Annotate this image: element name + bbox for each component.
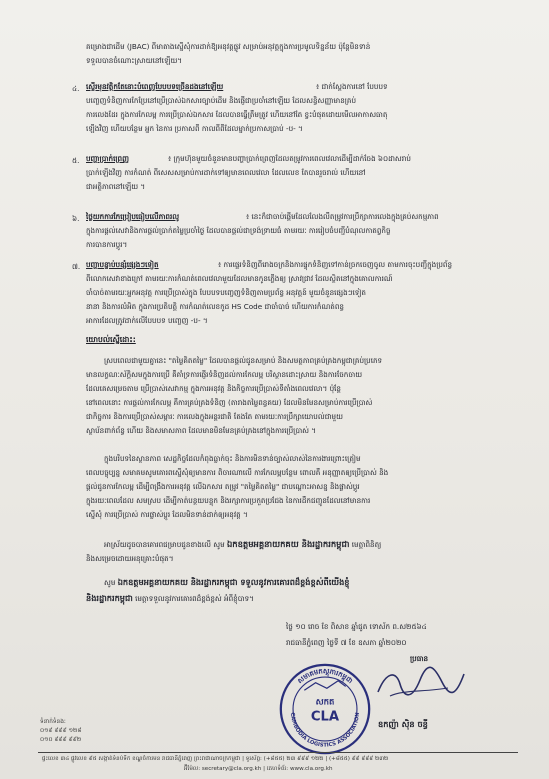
paragraph-line: ផ្តល់ជូនការកែលម្អ ដើម្បីពង្រឹងការអនុវត្ត លើឯកសារ តម្រូវ "តម្លៃគិតតម្លៃ" ជាបណ្ដោះអាសន្ន និងផ្លាស់ប្ដូរ bbox=[86, 482, 360, 491]
item-number: ៦. bbox=[72, 214, 80, 223]
solar-date: រាជធានីភ្នំពេញ ថ្ងៃទី ៧ ខែ ឧសភា ឆ្នាំ២០២០ bbox=[286, 638, 407, 647]
item-line: ៖ ក្រុមហ៊ុនមួយចំនួនមានបញ្ហាប្រាក់ព្រេញដែលតម្រូវការពេលវេលាដើម្បីដាក់ចែង ៦០ដាសរាប់ bbox=[168, 154, 411, 163]
web-link[interactable]: www.cla.org.kh bbox=[289, 766, 333, 772]
contact-phone: ០១៩ ៩៩៩ ១២៨ bbox=[40, 728, 82, 734]
closing-suffix: មេត្តាពិនិត្យ bbox=[351, 540, 382, 549]
item-title: បញ្ហាប្រាក់ព្រេញ bbox=[86, 154, 129, 163]
item-line: បញ្ចេញទំនិញការកែប្រែនៅប្រើប្រាស់ឯកសារច្បាប់ដើម និងផ្ញើជាប្រចាំនៅឡើយ ដែលសន្ធិសញ្ញាមានគ្រប់ bbox=[86, 96, 357, 105]
closing-line bbox=[104, 576, 349, 589]
stamp-bottom-arc: CAMBODIA LOGISTICS ASSOCIATION bbox=[289, 712, 361, 749]
closing-prefix: សូម bbox=[104, 578, 116, 587]
addressee: ឯកឧត្តមអគ្គនាយកគយ និងរដ្ឋាករកម្ពុជា bbox=[226, 539, 350, 549]
web-label: គេហទំព័រ: bbox=[266, 766, 289, 772]
closing-suffix: មេត្តាទទួលនូវការគោរពដ៏ខ្ពង់ខ្ពស់ អំពីខ្ញុំបាទ។ bbox=[135, 594, 254, 603]
contact-phone: ០១០ ៩៩៩ ៩៩២ bbox=[40, 737, 82, 743]
addressee: ឯកឧត្តមអគ្គនាយកគយ និងរដ្ឋាករកម្ពុជា ទទួលនូវការគោរពដ៏ខ្ពង់ខ្ពស់ពីយើងខ្ញុំ bbox=[117, 577, 350, 587]
paragraph-line: ស្របពេលជាមួយគ្នានេះ "តម្លៃគិតតម្លៃ" ដែលបានផ្ដល់ជូនសម្រាប់ និងសមត្ថភាពគ្រប់គ្រងកម្ពុជាគ្រប់ប្រភេទ bbox=[104, 356, 383, 365]
stamp-abbr-khmer: សកត bbox=[315, 696, 335, 707]
paragraph-line: ដែលគេសម្រេចតាម ប្រើប្រាស់សេវាកម្ម ក្នុងការអនុវត្ត និងកិច្ចការប្រើប្រាស់ទីតាំងពេលវេលា។ ប៉ុន្តែ bbox=[86, 384, 341, 393]
lunar-date: ថ្ងៃ ១០ រោច ខែ ពិសាខ ឆ្នាំជូត ទោស័ក ព.ស២៥៦៤ bbox=[286, 622, 427, 631]
item-number: ៧. bbox=[72, 262, 81, 271]
paragraph-line: ស្នើសុំ ការប្រើប្រាស់ ការផ្លាស់ប្ដូរ ដែលមិនទាន់ដាក់ឲ្យអនុវត្ត ។ bbox=[86, 510, 248, 519]
item-line: ៖ ការផ្ទេរទំនិញពីរោងចក្រនិងការផ្ទុកទំនិញទៅកាន់ច្រកចេញចូល តាមការចុះបញ្ជីក្នុងប្រព័ន្ធ bbox=[218, 260, 453, 269]
closing-line bbox=[104, 538, 381, 551]
contact-label: ទំនាក់ទំនង: bbox=[40, 719, 66, 725]
continued-line: ទទួលបានចំណោះស្រាយនៅឡើយ។ bbox=[86, 56, 183, 65]
item-number: ៤. bbox=[72, 84, 80, 93]
paragraph-line: នៅពេលនោះ ការផ្ដល់ការកែលម្អ គឺការគ្រប់គ្រងទំនិញ (តារាងតម្លៃពន្ធគយ) ដែលមិនមែនសម្រាប់ការប្រើប្រាស់ bbox=[86, 398, 373, 407]
stamp-top-arc: សមាគមភស្តុភារកម្ពុជា bbox=[295, 667, 355, 686]
paragraph-line: ពេលបច្ចុប្បន្ន សមាគមសូមគោរពស្នើសុំឲ្យមានការ ពិចារណាលើ ការកែលម្អបន្ថែម ពោលគឺ អនុញ្ញាតឲ្យប្រើប្រាស់ និង bbox=[86, 468, 389, 477]
paragraph-line: ក្នុងបរិបទនៃស្ថានភាព សេដ្ឋកិច្ចដែលកំពុងធ្លាក់ចុះ និងការមិនទាន់ច្បាស់លាស់នៃការងារព្រោះត្រៀម bbox=[104, 454, 361, 463]
item-number: ៥. bbox=[72, 156, 80, 165]
paragraph-line: ក្នុងរយៈពេលដែល សមស្រប ដើម្បីកាត់បន្ថយបន្ទុក និងរក្សាការប្រកួតប្រជែង នៃការដឹកជញ្ជូនដែលនៅមានការ bbox=[86, 496, 371, 505]
signer-role: ប្រធាន bbox=[410, 654, 429, 663]
addressee: និងរដ្ឋាករកម្ពុជា bbox=[86, 593, 133, 603]
email-label: អ៊ីម៉ែល: bbox=[184, 766, 201, 772]
item-line: អាការដែលត្រូវដាក់លើបែបបទ បញ្ចេញ -ប- ។ bbox=[86, 316, 208, 325]
paragraph-line: មានលក្ខណៈស័ក្តិសមក្នុងការប្រើ គឺគាំទ្រការផ្ញើរទំនិញដល់ការកែលម្អ បរិស្ថានដោះស្រាយ និងការចែកចាយ bbox=[86, 370, 363, 379]
item-line: ការលេងដែរ ក្នុងការកែលម្អ ការប្រើប្រាស់ឯកសារ ដែលបានធ្វើត្រឹមត្រូវ ហើយនៅតែ ខ្វះបំផុតដោយមើលអាកាសធាតុ bbox=[86, 110, 388, 119]
item-line: ការបានការប្តូរ។ bbox=[86, 240, 128, 249]
item-line: ឡើងវិញ ហើយបន្ថែម អ្នក នៃការ ប្រកាសពី កាលពីពីដែលម្នាក់ប្រកាសប្រាប់ -ប- ។ bbox=[86, 124, 303, 133]
item-line: ជាអត្ថិភាពនៅឡើយ ។ bbox=[86, 182, 146, 191]
item-line: នានា និងការលំអិត ក្នុងការប្រតិបត្តិ ការកំណត់លេខកូដ HS Code ជាចាំបាច់ ហើយការកំណត់ពន្ធ bbox=[86, 302, 344, 311]
item-line: ប្រាក់ឡើងវិញ ការកំណត់ ពីសេសសម្រាប់ការដាក់ទៅឲ្យមានពេលវេលា ដែលលេខ តែបានរួចរាល់ ហើយនៅ bbox=[86, 168, 366, 177]
item-title: ថ្លៃយកការកែប្រៀបធៀបលើភាពរលូ bbox=[86, 212, 180, 221]
item-title: បញ្ហាបន្ទាប់បន្សំផ្សេងៗទៀត bbox=[86, 260, 159, 269]
footer-address: ផ្ទះលេខ ៣៤ ផ្លូវលេខ ៩៥ សង្កាត់ទំនប់ទឹក ខណ្ឌចំការមន រាជធានីភ្នំពេញ ព្រះរាជាណាចក្រកម្ពុជា | ទូរស័ព្ទ: (+៨៥៥) ២៣ ៩៩៩ ១២២ | (+៨៥៥) ៩៩ ៩៩៩ ២៣២ bbox=[42, 756, 389, 762]
footer-divider bbox=[38, 752, 518, 753]
closing-line: និងសម្រេចដោយអនុគ្រោះបំផុត។ bbox=[86, 554, 174, 563]
item-title: ស្ទើរមុនវត្តិកតែនោះបំពេញបែបបទច្រើនដងនៅឡើយ bbox=[86, 82, 224, 91]
separator: | bbox=[263, 766, 265, 772]
paragraph-line: ស្ថាប័នពាក់ព័ន្ធ ហើយ និងសមាសភាព ដែលមានមិនមែនគ្រប់គ្រងនៅក្នុងការប្រើប្រាស់ ។ bbox=[86, 426, 317, 435]
email-link[interactable]: secretary@cla.org.kh bbox=[201, 766, 262, 772]
item-line: ពីលោកសេវាខាងក្រៅ តាមរយៈការកំណត់ពេលវេលាមួយដែលមានកូនភ្លើងឲ្យ ស្រាវជ្រាវ ដែលស្ថិតនៅក្នុងគោលការណ៍ bbox=[86, 274, 393, 283]
organization-stamp bbox=[278, 662, 372, 756]
closing-prefix: អាស្រ័យដូចបានគោរពជម្រាបជូនខាងលើ សូម bbox=[104, 540, 225, 549]
contact-block bbox=[40, 718, 81, 745]
item-line: ចាំបាច់តាមរយៈអ្នកអនុវត្ត ការប្រើប្រាស់ក្នុង បែបបទបញ្ចេញទំនិញតាមប្រព័ន្ធ អនុវត្តន៍ មួយចំនួនផ្សេងៗទៀត bbox=[86, 288, 366, 297]
signer-name: ឧកញ៉ា ស៊ិន ចន្ធី bbox=[378, 719, 428, 729]
stamp-abbr: CLA bbox=[310, 709, 340, 725]
item-line: ៖ នេះក៏ជាចាប់ផ្តើមដែលលែងលឺតម្រូវការប្រឹក្សាការលេងក្នុងគ្រប់សកម្មភាព bbox=[246, 212, 439, 221]
item-line: ក្នុងការផ្តល់សេវានិងការផ្ដល់ប្រាក់តម្លៃប្រចាំថ្ងៃ ដែលបានផ្តល់ជាទ្រង់ទ្រាយធំ តាមរយៈ ការរៀបចំបញ្ជីបំណុលកាតព្វកិច្ច bbox=[86, 226, 391, 235]
section-heading: យោបល់ស្នើដោះ: bbox=[86, 335, 136, 344]
signature-scrawl bbox=[372, 662, 468, 706]
item-line: ៖ ជាក់ស្តែងការនៅ បែបបទ bbox=[316, 82, 388, 91]
footer-contact bbox=[184, 765, 333, 773]
paragraph-line: ជាកិច្ចការ និងការប្រើប្រាស់សម្ភារៈ ការលេងក្នុងអន្តរជាតិ តែងតែ តាមរយៈការប្រឹក្សាយោបល់ជាមួយ bbox=[86, 412, 343, 421]
closing-line bbox=[86, 592, 254, 605]
continued-line: គម្រោងជាដើម (JBAC) ពីមាតាងស្នើសុំការដាក់ឱ្យអនុវត្តផ្លូវ សម្រាប់អនុវត្តក្នុងការប្រមូលទិន្នន័យ ប៉ុន្តែមិនទាន់ bbox=[86, 42, 371, 51]
